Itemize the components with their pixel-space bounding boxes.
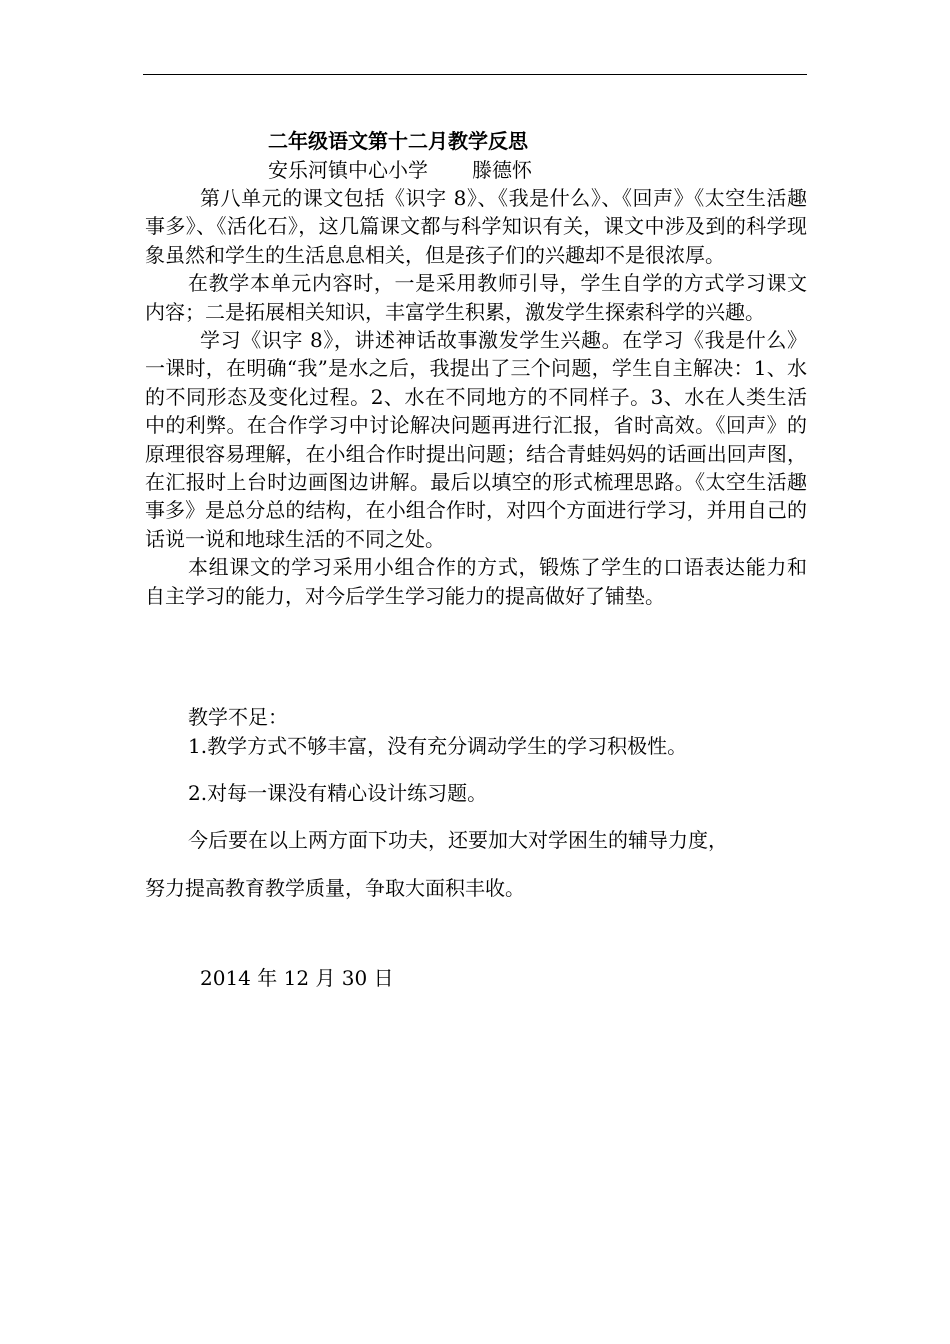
paragraph-summary: 本组课文的学习采用小组合作的方式，锻炼了学生的口语表达能力和自主学习的能力，对今后学生学习能力的提高做好了铺垫。 <box>145 555 807 608</box>
header-rule <box>143 74 807 75</box>
document-title: 二年级语文第十二月教学反思 <box>268 129 528 153</box>
shortcomings-label: 教学不足： <box>188 705 288 729</box>
paragraph-teaching-method: 在教学本单元内容时，一是采用教师引导，学生自学的方式学习课文内容；二是拓展相关知识，丰富学生积累，激发学生探索科学的兴趣。 <box>145 271 807 324</box>
body-text <box>145 184 807 610</box>
paragraph-lesson-details: 学习《识字 8》，讲述神话故事激发学生兴趣。在学习《我是什么》一课时，在明确“我”是水之后，我提出了三个问题，学生自主解决：1、水的不同形态及变化过程。2、水在不同地方的不同样子。3、水在人类生活中的利弊。在合作学习中讨论解决问题再进行汇报，省时高效。《回声》的原理很容易理解，在小组合作时提出问题；结合青蛙妈妈的话画出回声图，在汇报时上台时边画图边讲解。最后以填空的形式梳理思路。《太空生活趣事多》是总分总的结构，在小组合作时，对四个方面进行学习，并用自己的话说一说和地球生活的不同之处。 <box>145 328 807 551</box>
author-name: 滕德怀 <box>472 158 532 182</box>
school-name: 安乐河镇中心小学 <box>268 158 428 182</box>
byline <box>268 156 532 184</box>
shortcoming-item: 1.教学方式不够丰富，没有充分调动学生的学习积极性。 <box>188 734 688 758</box>
shortcoming-item: 2.对每一课没有精心设计练习题。 <box>188 781 488 805</box>
document-date: 2014 年 12 月 30 日 <box>200 966 394 990</box>
plan-line-continued: 努力提高教育教学质量，争取大面积丰收。 <box>145 876 525 900</box>
paragraph-unit-overview: 第八单元的课文包括《识字 8》、《我是什么》、《回声》《太空生活趣事多》、《活化石》，这几篇课文都与科学知识有关，课文中涉及到的科学现象虽然和学生的生活息息相关，但是孩子们的兴趣却不是很浓厚。 <box>145 186 807 267</box>
plan-line: 今后要在以上两方面下功夫，还要加大对学困生的辅导力度， <box>188 828 728 852</box>
